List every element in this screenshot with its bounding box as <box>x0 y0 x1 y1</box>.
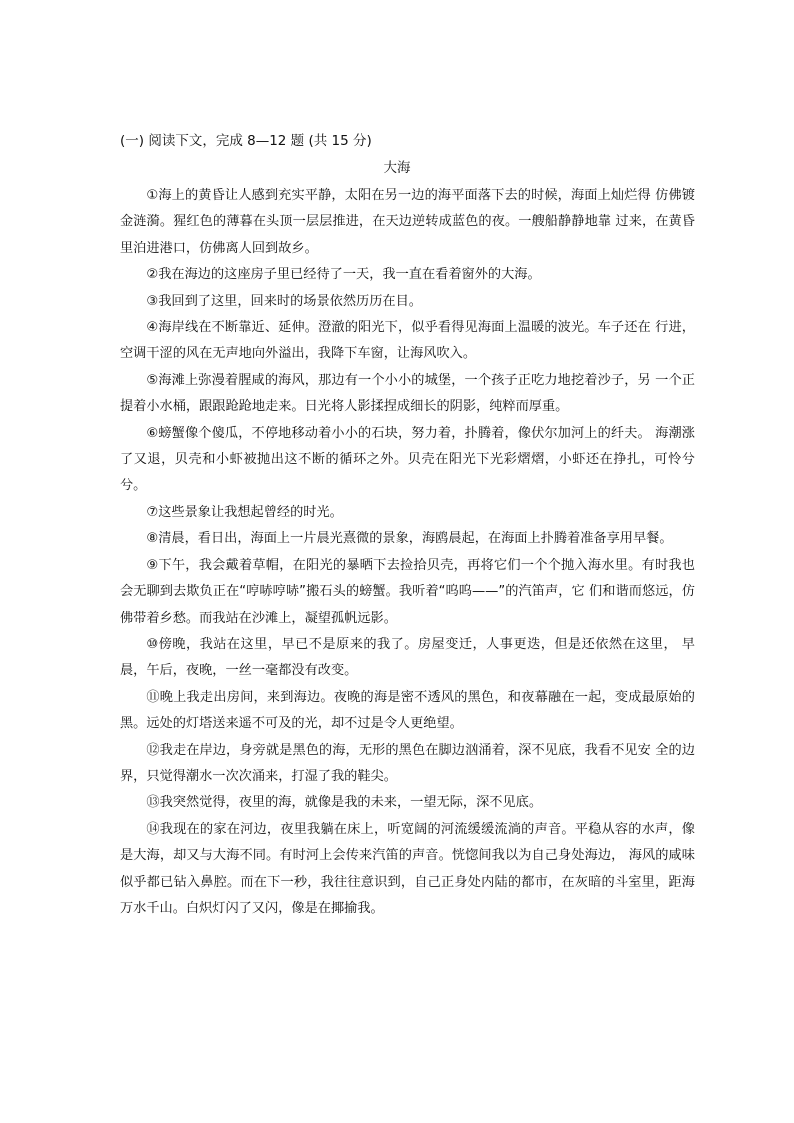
paragraph: ⑤海滩上弥漫着腥咸的海风，那边有一个小小的城堡，一个孩子正吃力地挖着沙子，另 一个正提着小水桶，跟跟跄跄地走来。日光将人影揉捏成细长的阴影，纯粹而厚重。 <box>120 372 695 415</box>
paragraph: ⑥螃蟹像个傻瓜，不停地移动着小小的石块，努力着，扑腾着，像伏尔加河上的纤夫。 海潮涨了又退，贝壳和小虾被抛出这不断的循环之外。贝壳在阳光下光彩熠熠，小虾还在挣扎，可怜兮兮。 <box>120 425 695 494</box>
paragraph: ②我在海边的这座房子里已经待了一天，我一直在看着窗外的大海。 <box>146 267 541 283</box>
paragraph: ⑧清晨，看日出，海面上一片晨光熹微的景象，海鸥晨起，在海面上扑腾着准备享用早餐。 <box>146 531 673 547</box>
paragraph: ⑪晚上我走出房间，来到海边。夜晚的海是密不透风的黑色，和夜幕融在一起，变成最原始的黑。远处的灯塔送来遥不可及的光，却不过是令人更绝望。 <box>120 689 695 732</box>
paragraph: ⑨下午，我会戴着草帽，在阳光的暴晒下去捡拾贝壳，再将它们一个个抛入海水里。有时我也会无聊到去欺负正在“哼哧哼哧”搬石头的螃蟹。我听着“呜呜——”的汽笛声，它 们和谐而悠远，仿佛带着乡愁。而我站在沙滩上，凝望孤帆远影。 <box>120 557 695 626</box>
paragraph: ⑫我走在岸边，身旁就是黑色的海，无形的黑色在脚边汹涌着，深不见底，我看不见安 全的边界，只觉得潮水一次次涌来，打湿了我的鞋尖。 <box>120 742 695 784</box>
paragraph: ⑦这些景象让我想起曾经的时光。 <box>146 504 343 520</box>
paragraph: ③我回到了这里，回来时的场景依然历历在目。 <box>146 293 422 309</box>
article-body <box>120 183 695 922</box>
paragraph: ④海岸线在不断靠近、延伸。澄澈的阳光下，似乎看得见海面上温暖的波光。车子还在 行进，空调干涩的风在无声地向外溢出，我降下车窗，让海风吹入。 <box>120 320 695 362</box>
paragraph: ⑩傍晚，我站在这里，早已不是原来的我了。房屋变迁，人事更迭，但是还依然在这里， 早晨，午后，夜晚，一丝一毫都没有改变。 <box>120 636 695 679</box>
article-title: 大海 <box>383 160 411 176</box>
section-header: (一) 阅读下文，完成 8—12 题 (共 15 分) <box>120 133 372 149</box>
paragraph: ⑭我现在的家在河边，夜里我躺在床上，听宽阔的河流缓缓流淌的声音。平稳从容的水声，像是大海，却又与大海不同。有时河上会传来汽笛的声音。恍惚间我以为自己身处海边， 海风的咸味似乎都已钻入鼻腔。而在下一秒，我往往意识到，自己正身处内陆的都市，在灰暗的斗室里，距海万水千山。白炽灯闪了又闪，像是在揶揄我。 <box>120 821 695 916</box>
paragraph: ①海上的黄昏让人感到充实平静，太阳在另一边的海平面落下去的时候，海面上灿烂得 仿佛镀金涟漪。猩红色的薄暮在头顶一层层推进，在天边逆转成蓝色的夜。一艘船静静地靠 过来，在黄昏里泊进港口，仿佛离人回到故乡。 <box>120 188 695 256</box>
paragraph: ⑬我突然觉得，夜里的海，就像是我的未来，一望无际，深不见底。 <box>146 795 543 811</box>
